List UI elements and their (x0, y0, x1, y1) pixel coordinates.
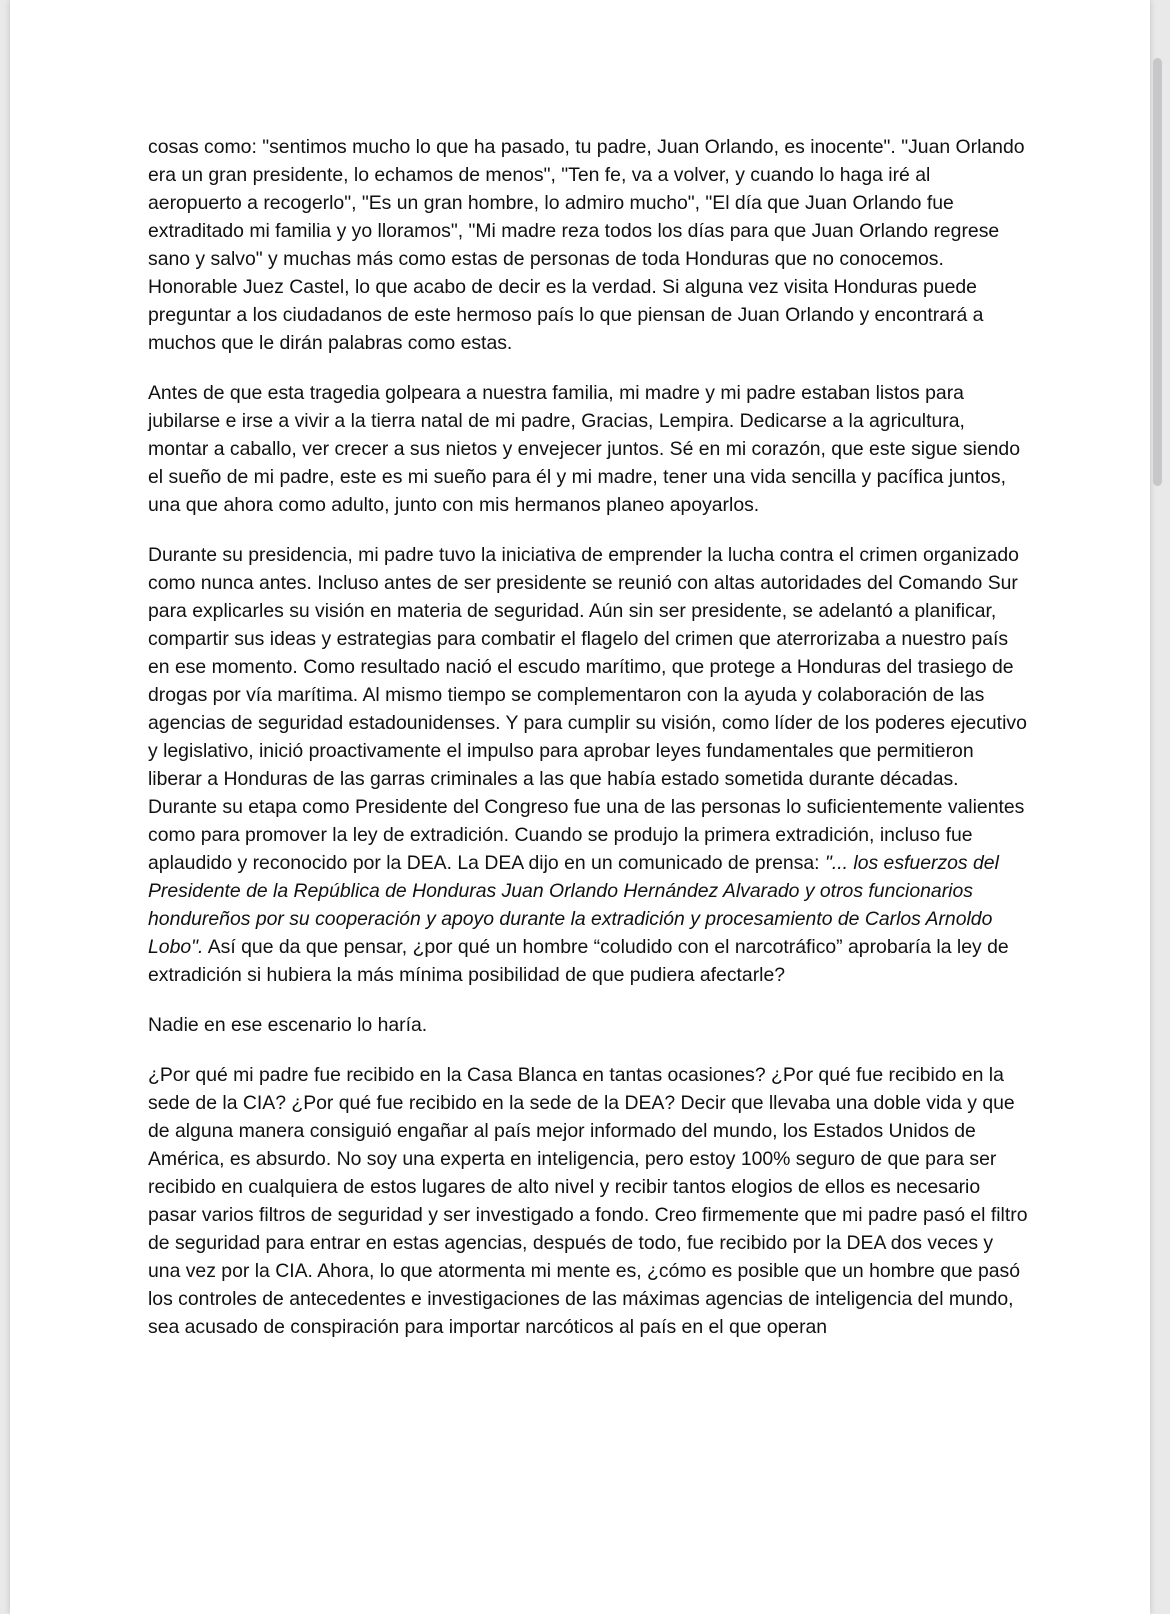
paragraph-2: Antes de que esta tragedia golpeara a nuestra familia, mi madre y mi padre estaban listos para jubilarse e irse a vivir a la tierra natal de mi padre, Gracias, Lempira. Dedicarse a la agricultura, montar a caballo, ver crecer a sus nietos y envejecer juntos. Sé en mi corazón, que este sigue siendo el sueño de mi padre, este es mi sueño para él y mi madre, tener una vida sencilla y pacífica juntos, una que ahora como adulto, junto con mis hermanos planeo apoyarlos. (148, 382, 1020, 516)
document-body (148, 133, 1028, 1363)
paragraph-3-text-end: Así que da que pensar, ¿por qué un hombre “coludido con el narcotráfico” aprobaría la ley de extradición si hubiera la más mínima posibilidad de que pudiera afectarle? (148, 936, 1009, 986)
paragraph-1: cosas como: "sentimos mucho lo que ha pasado, tu padre, Juan Orlando, es inocente". "Juan Orlando era un gran presidente, lo echamos de menos", "Ten fe, va a volver, y cuando lo haga iré al aeropuerto a recogerlo", "Es un gran hombre, lo admiro mucho", "El día que Juan Orlando fue extraditado mi familia y yo lloramos", "Mi madre reza todos los días para que Juan Orlando regrese sano y salvo" y muchas más como estas de personas de toda Honduras que no conocemos. Honorable Juez Castel, lo que acabo de decir es la verdad. Si alguna vez visita Honduras puede preguntar a los ciudadanos de este hermoso país lo que piensan de Juan Orlando y encontrará a muchos que le dirán palabras como estas. (148, 136, 1025, 354)
paragraph-3-text-start: Durante su presidencia, mi padre tuvo la iniciativa de emprender la lucha contra el crimen organizado como nunca antes. Incluso antes de ser presidente se reunió con altas autoridades del Comando Sur para explicarles su visión en materia de seguridad. Aún sin ser presidente, se adelantó a planificar, compartir sus ideas y estrategias para combatir el flagelo del crimen que aterrorizaba a nuestro país en ese momento. Como resultado nació el escudo marítimo, que protege a Honduras del trasiego de drogas por vía marítima. Al mismo tiempo se complementaron con la ayuda y colaboración de las agencias de seguridad estadounidenses. Y para cumplir su visión, como líder de los poderes ejecutivo y legislativo, inició proactivamente el impulso para aprobar leyes fundamentales que permitieron liberar a Honduras de las garras criminales a las que había estado sometida durante décadas. Durante su etapa como Presidente del Congreso fue una de las personas lo suficientemente valientes como para promover la ley de extradición. Cuando se produjo la primera extradición, incluso fue aplaudido y reconocido por la DEA. La DEA dijo en un comunicado de prensa: (148, 544, 1027, 874)
paragraph-4: Nadie en ese escenario lo haría. (148, 1014, 428, 1036)
scrollbar-thumb[interactable] (1153, 58, 1162, 486)
paragraph-5: ¿Por qué mi padre fue recibido en la Casa Blanca en tantas ocasiones? ¿Por qué fue recibido en la sede de la CIA? ¿Por qué fue recibido en la sede de la DEA? Decir que llevaba una doble vida y que de alguna manera consiguió engañar al país mejor informado del mundo, los Estados Unidos de América, es absurdo. No soy una experta en inteligencia, pero estoy 100% seguro de que para ser recibido en cualquiera de estos lugares de alto nivel y recibir tantos elogios de ellos es necesario pasar varios filtros de seguridad y ser investigado a fondo. Creo firmemente que mi padre pasó el filtro de seguridad para entrar en estas agencias, después de todo, fue recibido por la DEA dos veces y una vez por la CIA. Ahora, lo que atormenta mi mente es, ¿cómo es posible que un hombre que pasó los controles de antecedentes e investigaciones de las máximas agencias de inteligencia del mundo, sea acusado de conspiración para importar narcóticos al país en el que operan (148, 1064, 1028, 1338)
dea-press-quote: "... los esfuerzos del Presidente de la República de Honduras Juan Orlando Hernández Alvarado y otros funcionarios hondureños por su cooperación y apoyo durante la extradición y procesamiento de Carlos Arnoldo Lobo". (148, 852, 999, 958)
paragraph-3 (148, 541, 1028, 989)
document-page (10, 0, 1150, 1614)
